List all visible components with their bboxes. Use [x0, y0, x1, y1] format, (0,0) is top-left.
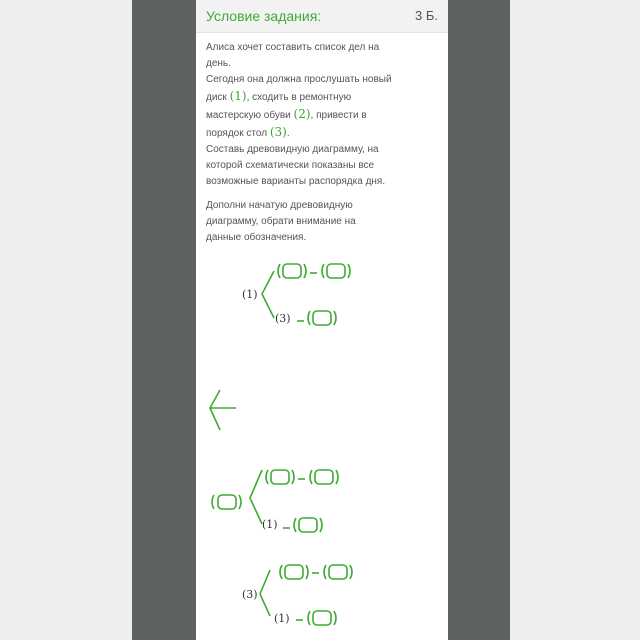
tree4-lower-label: (1) — [274, 612, 290, 625]
left-background — [0, 0, 132, 640]
tree1-upper-answer-box-1[interactable] — [278, 264, 306, 278]
task-title: Условие задания: — [206, 8, 322, 24]
task-line-2-part-d: . — [286, 128, 290, 139]
tree1-lower-label: (3) — [275, 312, 291, 325]
tree-diagram-2-branch — [206, 388, 246, 434]
tree-diagram-1 — [240, 258, 420, 334]
task-line-2-part-b: , сходить в ремонтную мастерскую обуви — [206, 92, 352, 121]
task-line-2-part-c: , привести в порядок стол — [206, 110, 367, 139]
tree4-upper-answer-box-2[interactable] — [324, 565, 352, 579]
task-line-2 — [206, 72, 394, 142]
task-line-3: Составь древовидную диаграмму, на которой схематически показаны все возможные варианты распорядка дня. — [206, 144, 386, 187]
tree1-root-label: (1) — [242, 288, 258, 301]
task-number-2: (2) — [293, 107, 311, 121]
tree3-upper-answer-box-1[interactable] — [266, 470, 294, 484]
task-line-1: Алиса хочет составить список дел на день. — [206, 42, 380, 69]
tree3-root-answer-box[interactable] — [212, 495, 241, 509]
instruction-text: Дополни начатую древовидную диаграмму, обрати внимание на данные обозначения. — [206, 200, 356, 243]
tree-diagram-4 — [240, 560, 420, 636]
right-frame — [448, 0, 510, 640]
tree1-branch — [262, 271, 274, 318]
left-frame — [132, 0, 196, 640]
task-text — [206, 40, 394, 190]
tree3-lower-label: (1) — [262, 518, 278, 531]
tree-diagram-3 — [210, 462, 390, 540]
task-line-2-part-a: Сегодня она должна прослушать новый диск — [206, 74, 392, 103]
tree4-upper-answer-box-1[interactable] — [280, 565, 308, 579]
right-background — [510, 0, 640, 640]
tree1-upper-answer-box-2[interactable] — [322, 264, 350, 278]
task-panel[interactable] — [196, 0, 448, 640]
task-points: 3 Б. — [415, 8, 438, 23]
tree3-branch — [250, 470, 262, 524]
task-number-3: (3) — [269, 125, 287, 139]
tree4-branch — [260, 570, 270, 616]
tree3-lower-answer-box[interactable] — [294, 518, 322, 532]
task-header — [196, 0, 448, 33]
tree4-lower-answer-box[interactable] — [308, 611, 336, 625]
task-number-1: (1) — [229, 89, 247, 103]
tree4-root-label: (3) — [242, 588, 258, 601]
tree1-lower-answer-box[interactable] — [308, 311, 336, 325]
tree3-upper-answer-box-2[interactable] — [310, 470, 338, 484]
